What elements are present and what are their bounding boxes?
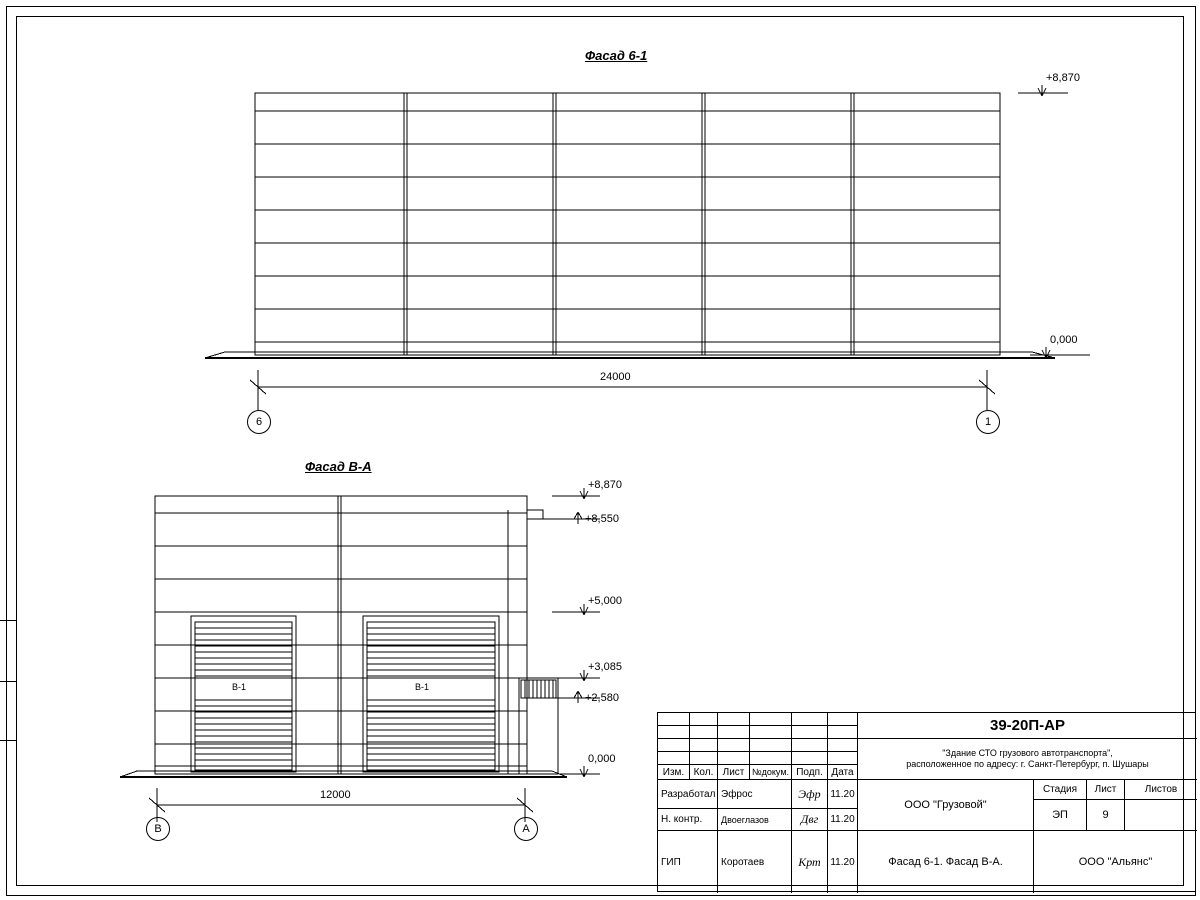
lists-value bbox=[1125, 800, 1197, 831]
rev-grid-cell bbox=[750, 752, 792, 765]
row-role-2: ГИП bbox=[658, 831, 718, 893]
object-description bbox=[858, 739, 1197, 780]
col-header-izm: Изм. bbox=[658, 765, 690, 780]
gate-label-right: В-1 bbox=[415, 682, 430, 692]
facade-6-1-title-text: Фасад 6-1 bbox=[585, 48, 648, 63]
facade-6-1-axis-left: 6 bbox=[247, 410, 271, 434]
facade-v-a-level-1: +8,870 bbox=[588, 479, 622, 491]
rev-grid-cell bbox=[690, 713, 718, 726]
facade-6-1-level-ground: 0,000 bbox=[1050, 334, 1078, 346]
rev-grid-cell bbox=[828, 726, 858, 739]
row-name-0: Эфрос bbox=[718, 780, 792, 809]
project-code: 39-20П-АР bbox=[858, 713, 1197, 739]
design-company: ООО "Альянс" bbox=[1078, 856, 1153, 868]
customer-name: ООО "Грузовой" bbox=[858, 780, 1034, 831]
sheet-title: Фасад 6-1. Фасад В-А. bbox=[858, 831, 1034, 893]
rev-grid-cell bbox=[828, 713, 858, 726]
rev-grid-cell bbox=[792, 713, 828, 726]
facade-v-a-level-4: +3,085 bbox=[588, 661, 622, 673]
rev-grid-cell bbox=[718, 739, 750, 752]
facade-v-a-level-3: +5,000 bbox=[588, 595, 622, 607]
col-header-sign: Подп. bbox=[792, 765, 828, 780]
rev-grid-cell bbox=[750, 713, 792, 726]
rev-grid-cell bbox=[792, 726, 828, 739]
rev-grid-cell bbox=[828, 752, 858, 765]
rev-grid-cell bbox=[690, 752, 718, 765]
col-header-kol: Кол. bbox=[690, 765, 718, 780]
facade-v-a-axis-left: В bbox=[146, 817, 170, 841]
row-signature-2: Крт bbox=[792, 831, 828, 893]
col-header-docnum: №докум. bbox=[750, 765, 792, 780]
rev-grid-cell bbox=[718, 713, 750, 726]
rev-grid-cell bbox=[828, 739, 858, 752]
facade-v-a-level-2: +8,550 bbox=[585, 513, 619, 525]
rev-grid-cell bbox=[658, 713, 690, 726]
rev-grid-cell bbox=[792, 752, 828, 765]
row-date-2: 11.20 bbox=[828, 831, 858, 893]
rev-grid-cell bbox=[718, 726, 750, 739]
row-name-1: Двоеглазов bbox=[718, 809, 792, 831]
row-signature-1: Двг bbox=[792, 809, 828, 831]
stage-value: ЭП bbox=[1034, 800, 1087, 831]
row-name-2: Коротаев bbox=[718, 831, 792, 893]
object-description-line1: "Здание СТО грузового автотранспорта", bbox=[942, 747, 1113, 758]
object-description-line2: расположенное по адресу: г. Санкт-Петербург, п. Шушары bbox=[906, 759, 1149, 769]
rev-grid-cell bbox=[658, 739, 690, 752]
title-block bbox=[657, 712, 1196, 892]
rev-grid-cell bbox=[658, 752, 690, 765]
row-signature-0: Эфр bbox=[792, 780, 828, 809]
facade-v-a-level-6: 0,000 bbox=[588, 753, 616, 765]
rev-grid-cell bbox=[718, 752, 750, 765]
facade-6-1-dimension: 24000 bbox=[600, 371, 631, 383]
col-header-date: Дата bbox=[828, 765, 858, 780]
facade-6-1-level-top: +8,870 bbox=[1046, 72, 1080, 84]
row-role-1: Н. контр. bbox=[658, 809, 718, 831]
facade-v-a-axis-right: А bbox=[514, 817, 538, 841]
rev-grid-cell bbox=[690, 726, 718, 739]
facade-v-a-level-5: +2,580 bbox=[585, 692, 619, 704]
rev-grid-cell bbox=[750, 739, 792, 752]
rev-grid-cell bbox=[750, 726, 792, 739]
lists-header: Листов bbox=[1125, 780, 1197, 800]
facade-v-a-title-text: Фасад В-А bbox=[305, 459, 372, 474]
facade-v-a-dimension: 12000 bbox=[320, 789, 351, 801]
rev-grid-cell bbox=[792, 739, 828, 752]
rev-grid-cell bbox=[658, 726, 690, 739]
col-header-list: Лист bbox=[718, 765, 750, 780]
gate-label-left: В-1 bbox=[232, 682, 247, 692]
facade-6-1-axis-right: 1 bbox=[976, 410, 1000, 434]
rev-grid-cell bbox=[690, 739, 718, 752]
list-value: 9 bbox=[1087, 800, 1125, 831]
row-date-0: 11.20 bbox=[828, 780, 858, 809]
stage-header: Стадия bbox=[1034, 780, 1087, 800]
row-date-1: 11.20 bbox=[828, 809, 858, 831]
row-role-0: Разработал bbox=[658, 780, 718, 809]
list-header: Лист bbox=[1087, 780, 1125, 800]
